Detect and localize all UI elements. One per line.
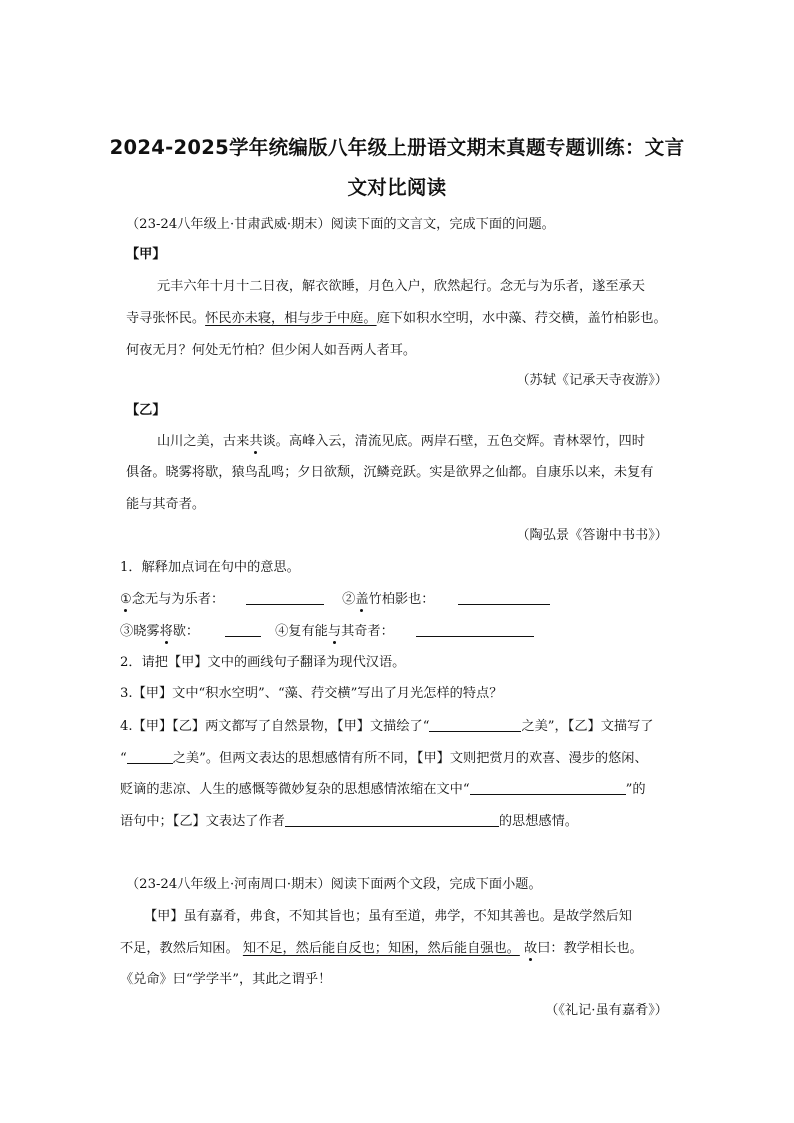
jia-line-3: 何夜无月？何处无竹柏？但少闲人如吾两人者耳。 [126, 343, 417, 358]
section2-source: （《礼记·虽有嘉肴》） [545, 1003, 668, 1018]
q1-item-1: 念无与为乐者： [131, 592, 225, 607]
q4-blank-1[interactable] [429, 717, 521, 732]
q4-part-6: ”的 [625, 782, 646, 797]
q1-item-3-b: 歇： [172, 624, 200, 639]
section1-intro: （23-24八年级上·甘肃武威·期末）阅读下面的文言文，完成下面的问题。 [126, 217, 555, 232]
q4-part-3: “ [120, 751, 127, 766]
q4-part-2: 之美”，【乙】文描写了 [521, 719, 654, 734]
q4-blank-4[interactable] [285, 812, 499, 827]
dotted-char-gong: 共 [249, 434, 263, 449]
page-title [100, 128, 694, 208]
section2-line-2-c: 曰：教学相长也。 [537, 941, 643, 956]
q4-blank-3[interactable] [470, 780, 626, 795]
q1-row-2 [120, 622, 534, 641]
yi-line-1 [157, 433, 645, 451]
jia-line-2-b: 庭下如积水空明，水中藻、荇交横，盖竹柏影也。 [376, 311, 667, 326]
section2-intro: （23-24八年级上·河南周口·期末）阅读下面两个文段，完成下面小题。 [126, 877, 542, 892]
title-line-1: 2024-2025学年统编版八年级上册语文期末真题专题训练：文言 [109, 136, 685, 159]
section2-underlined-sentence: 知不足，然后能自反也；知困，然后能自强也。 [242, 941, 520, 956]
q4-part-8: 的思想感情。 [498, 814, 578, 829]
jia-line-2 [126, 310, 667, 328]
q1-blank-3[interactable] [225, 622, 261, 637]
jia-line-2-a: 寺寻张怀民。 [126, 311, 206, 326]
q1-item-2: 竹柏影也： [368, 592, 435, 607]
q4-part-1: 4.【甲】【乙】两文都写了自然景物，【甲】文描绘了“ [120, 719, 430, 734]
dotted-char-gai: 盖 [355, 592, 369, 607]
q1-blank-4[interactable] [416, 622, 534, 637]
question-4-line-2 [120, 749, 648, 768]
question-4-line-3 [120, 780, 646, 799]
jia-label: 【甲】 [126, 247, 166, 262]
q4-part-4: 之美”。但两文表达的思想感情有所不同，【甲】文则把赏月的欢喜、漫步的悠闲、 [172, 751, 648, 766]
q1-item-2-mark: ② [342, 592, 356, 607]
q1-row-1 [120, 590, 550, 609]
q1-blank-1[interactable] [246, 590, 324, 605]
title-line-2: 文对比阅读 [347, 176, 447, 199]
q4-part-5: 贬谪的悲凉、人生的感慨等微妙复杂的思想感情浓缩在文中“ [120, 782, 470, 797]
yi-line-2: 俱备。晓雾将歇，猿鸟乱鸣；夕日欲颓，沉鳞竞跃。实是欲界之仙都。自康乐以来，未复有 [126, 465, 654, 480]
dotted-char-jiang: 将 [159, 624, 173, 639]
section2-line-2 [120, 940, 643, 958]
yi-line-3: 能与其奇者。 [126, 497, 206, 512]
question-3: 3.【甲】文中“积水空明”、“藻、荇交横”写出了月光怎样的特点？ [120, 686, 503, 701]
section2-line-3: 《兑命》曰“学学半”，其此之谓乎！ [120, 972, 332, 987]
q1-item-1-mark: ① [120, 592, 132, 607]
question-2: 2．请把【甲】文中的画线句子翻译为现代汉语。 [120, 655, 406, 670]
jia-underlined-sentence: 怀民亦未寝，相与步于中庭。 [205, 311, 377, 326]
section2-line-2-a: 不足，教然后知困。 [120, 941, 243, 956]
q4-part-7: 语句中；【乙】文表达了作者 [120, 814, 285, 829]
yi-line-1-a: 山川之美，古来 [157, 434, 250, 449]
question-4-line-1 [120, 717, 653, 736]
yi-label: 【乙】 [126, 403, 166, 418]
q1-item-4-a: ④复有能 [275, 624, 328, 639]
question-4-line-4 [120, 812, 578, 831]
q4-blank-2[interactable] [127, 749, 173, 764]
jia-source: （苏轼《记承天寺夜游》） [516, 373, 668, 388]
q1-item-3-mark: ③ [120, 624, 134, 639]
dotted-char-yu: 与 [327, 624, 342, 639]
question-1: 1．解释加点词在句中的意思。 [120, 560, 300, 575]
section2-line-1: 【甲】虽有嘉肴，弗食，不知其旨也；虽有至道，弗学，不知其善也。是故学然后知 [144, 909, 632, 924]
yi-line-1-b: 谈。高峰入云，清流见底。两岸石壁，五色交辉。青林翠竹，四时 [262, 434, 645, 449]
q1-item-4-b: 其奇者： [341, 624, 394, 639]
yi-source: （陶弘景《答谢中书书》） [516, 528, 668, 543]
q1-blank-2[interactable] [458, 590, 550, 605]
jia-line-1: 元丰六年十月十二日夜，解衣欲睡，月色入户，欣然起行。念无与为乐者，遂至承天 [157, 279, 645, 294]
dotted-char-gu: 故 [524, 941, 538, 956]
q1-item-3-a: 晓雾 [133, 624, 160, 639]
